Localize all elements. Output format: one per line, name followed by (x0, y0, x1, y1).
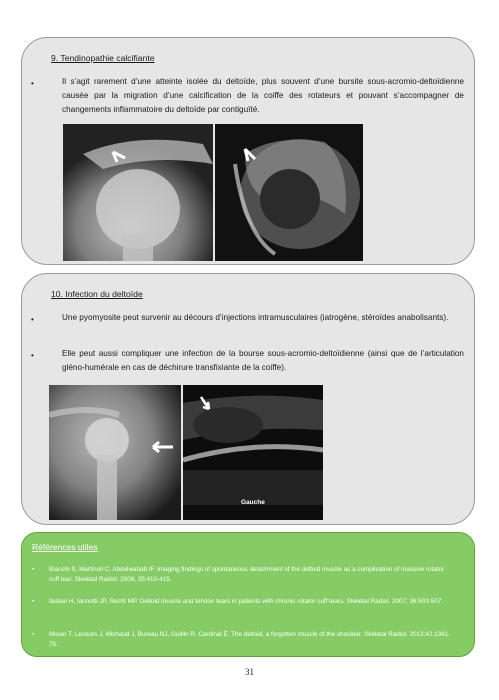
bullet-marker: • (31, 315, 34, 324)
bullet-marker: • (32, 599, 35, 605)
ultrasound-image (183, 385, 323, 520)
bullet-marker: • (31, 79, 34, 88)
section-calcific-tendinopathy (21, 37, 475, 265)
reference-item: Bianchi S, Martinoli C, Abdelwahab IF. Imaging findings of spontaneous detachment of the deltoid muscle as a complication of massive rotator cuff tear. Skeletal Radiol. 2006; 35:410-415. (49, 566, 445, 583)
image-label: Gauche (241, 499, 265, 506)
section-paragraph: Il s’agit rarement d’une atteinte isolée du deltoïde, plus souvent d’une bursite sous-acromio-deltoïdienne causée par la migration d’une calcification de la coiffe des rotateurs et pouvant s’accompagner de changements inflammatoire du deltoïde par contiguïté. (62, 77, 464, 114)
section-paragraph: Une pyomyosite peut survenir au décours d’injections intramusculaires (iatrogène, stéroïdes anabolisants). (62, 313, 449, 322)
reference-item: Ilaslan H, Iannotti JP, Recht MP. Deltoid muscle and tendon tears in patients with chronic rotator cuff tears. Skeletal Radiol. 2007; 36:503-507. (49, 598, 444, 605)
xray-shoulder-image (49, 385, 181, 520)
xray-shoulder-image (63, 124, 213, 261)
page-number: 31 (245, 667, 254, 677)
reference-item: Moser T, Lecours J, Michaud J, Bureau NJ, Guillin R, Cardinal É. The deltoid, a forgotten muscle of the shoulder. Skeletal Radiol. 2013;42:1361-75. (49, 631, 451, 648)
bullet-marker: • (31, 351, 34, 360)
section-paragraph: Elle peut aussi compliquer une infection de la bourse sous-acromio-deltoïdienne (ainsi que de l’articulation gléno-humérale en cas de déchirure transfixiante de la coiffe). (62, 349, 464, 372)
bullet-marker: • (32, 632, 35, 638)
bullet-marker: • (32, 567, 35, 573)
references-box (21, 532, 475, 657)
section-title: 10. Infection du deltoïde (51, 289, 143, 299)
section-deltoid-infection (21, 273, 475, 525)
references-title: Références utiles (32, 542, 98, 552)
section-title: 9. Tendinopathie calcifiante (51, 53, 155, 63)
mri-shoulder-image (215, 124, 363, 261)
